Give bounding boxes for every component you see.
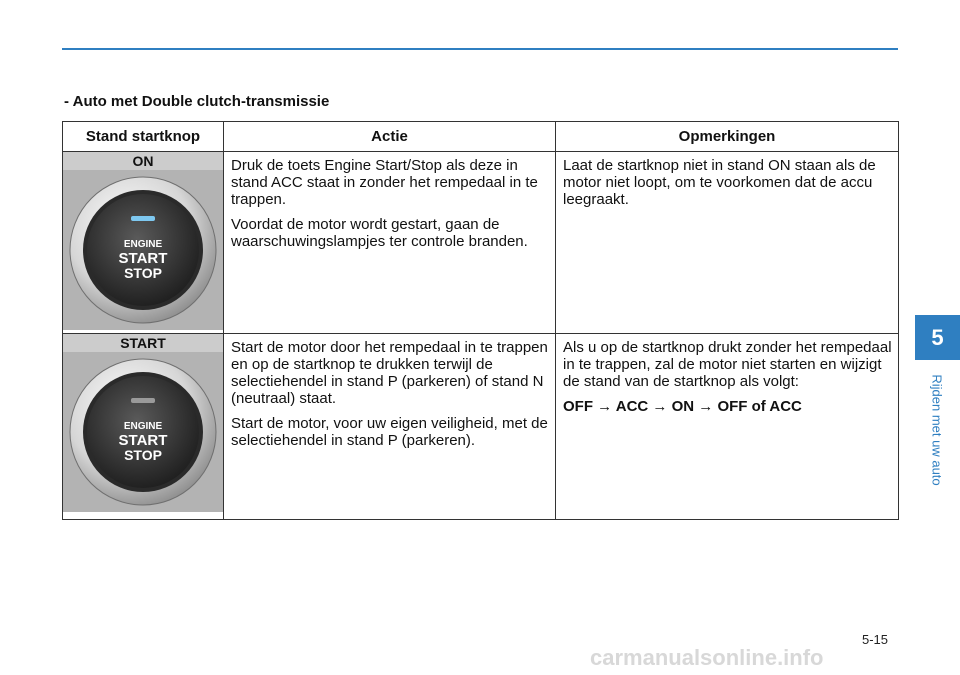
table-row-start — [63, 334, 899, 520]
top-rule — [62, 48, 898, 50]
header-actie: Actie — [224, 122, 556, 152]
header-stand-startknop: Stand startknop — [63, 122, 224, 152]
button-text-engine-on: ENGINE — [123, 239, 163, 250]
action-on-paragraph-1: Druk de toets Engine Start/Stop als deze in stand ACC staat in zonder het rempedaal in te trappen. — [231, 157, 538, 208]
remarks-cell-on — [556, 152, 899, 334]
start-button-table — [62, 121, 899, 520]
header-opmerkingen: Opmerkingen — [556, 122, 899, 152]
mode-cell-start — [63, 334, 224, 520]
chapter-name: Rijden met uw auto — [929, 374, 945, 486]
remarks-start-paragraph-1: Als u op de startknop drukt zonder het rempedaal in te trappen, zal de motor niet starten en wijzigt de stand van de startknop als volgt: — [563, 339, 892, 390]
button-text-stop-start: STOP — [124, 447, 162, 463]
action-start-paragraph-1: Start de motor door het rempedaal in te trappen en op de startknop te drukken terwijl de selectiehendel in stand P (parkeren) of stand N (neutraal) staat. — [231, 339, 548, 407]
action-cell-start — [224, 334, 556, 520]
remarks-on-paragraph-1: Laat de startknop niet in stand ON staan als de motor niet loopt, om te voorkomen dat de accu leegraakt. — [563, 157, 876, 208]
button-text-start-start: START — [118, 432, 168, 449]
action-start-paragraph-2: Start de motor, voor uw eigen veiligheid, met de selectiehendel in stand P (parkeren). — [231, 415, 548, 449]
action-on-paragraph-2: Voordat de motor wordt gestart, gaan de waarschuwingslampjes ter controle branden. — [231, 216, 528, 250]
button-text-engine-start: ENGINE — [123, 421, 163, 432]
mode-sequence: OFF → ACC → ON → OFF of ACC — [563, 398, 802, 415]
table-header-row — [63, 122, 899, 152]
action-cell-on — [224, 152, 556, 334]
mode-cell-on — [63, 152, 224, 334]
section-title: - Auto met Double clutch-transmissie — [64, 93, 330, 110]
page-number: 5-15 — [862, 632, 889, 647]
watermark: carmanualsonline.info — [590, 645, 824, 670]
button-text-start-on: START — [118, 250, 168, 267]
mode-label-on: ON — [63, 152, 223, 170]
engine-start-button-on-image — [63, 170, 223, 330]
chapter-tab: 5 — [915, 315, 960, 360]
table-row-on — [63, 152, 899, 334]
engine-start-button-start-image — [63, 352, 223, 512]
button-text-stop-on: STOP — [124, 265, 162, 281]
remarks-cell-start — [556, 334, 899, 520]
mode-label-start: START — [63, 334, 223, 352]
